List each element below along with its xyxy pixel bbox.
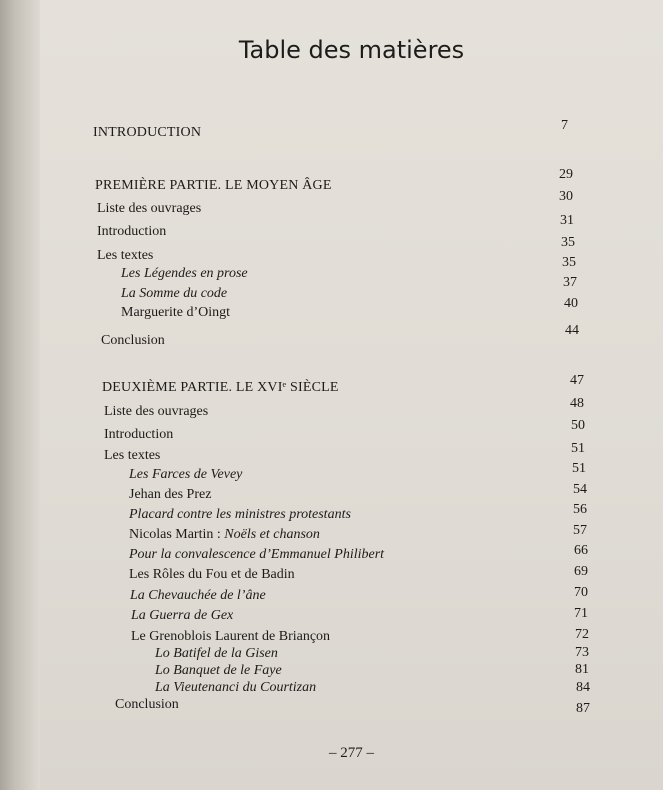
toc-entry-page: 54 <box>573 482 587 497</box>
toc-entry-page: 87 <box>576 701 590 716</box>
toc-entry-page: 30 <box>559 189 573 204</box>
toc-entry-label-italic: Noëls et chanson <box>224 527 320 542</box>
toc-entry-label: La Chevauchée de l’âne <box>130 588 266 603</box>
toc-entry-page: 56 <box>573 502 587 517</box>
toc-entry-page: 51 <box>572 461 586 476</box>
toc-entry-page: 7 <box>561 118 568 133</box>
toc-entry-page: 48 <box>570 396 584 411</box>
toc-entry-label: DEUXIÈME PARTIE. LE XVIᵉ SIÈCLE <box>102 380 339 395</box>
page-number-footer: – 277 – <box>329 745 374 761</box>
page-title: Table des matières <box>238 36 465 64</box>
toc-entry-page: 29 <box>559 167 573 182</box>
toc-entry-label: Conclusion <box>101 333 165 348</box>
toc-entry-label: La Somme du code <box>121 286 228 301</box>
toc-entry-page: 69 <box>574 564 588 579</box>
toc-entry-label: La Guerra de Gex <box>131 608 234 623</box>
toc-entry-label: La Vieutenanci du Courtizan <box>155 680 317 695</box>
toc-entry-label: INTRODUCTION <box>93 125 202 140</box>
toc-entry-label: Les Farces de Vevey <box>129 467 243 482</box>
toc-entry-page: 51 <box>571 441 585 456</box>
toc-entry-label: Les textes <box>104 448 161 463</box>
toc-entry-page: 40 <box>564 296 578 311</box>
toc-entry-label: Introduction <box>104 427 174 442</box>
toc-entry-label: Placard contre les ministres protestants <box>129 507 351 522</box>
toc-entry-label: Liste des ouvrages <box>97 201 202 216</box>
toc-entry-label: Les textes <box>97 248 154 263</box>
toc-entry-page: 73 <box>575 645 589 660</box>
toc-entry-label: Le Grenoblois Laurent de Briançon <box>131 629 331 644</box>
toc-entry-page: 72 <box>575 627 589 642</box>
toc-entry-label: PREMIÈRE PARTIE. LE MOYEN ÂGE <box>95 178 332 193</box>
toc-entry-page: 81 <box>575 662 589 677</box>
toc-entry-page: 70 <box>574 585 588 600</box>
toc-entry-label: Lo Batifel de la Gisen <box>155 646 278 661</box>
toc-entry-page: 31 <box>560 213 574 228</box>
toc-entry-page: 35 <box>562 255 576 270</box>
toc-entry-label: Nicolas Martin : Noëls et chanson <box>129 527 320 542</box>
toc-entry-page: 35 <box>561 235 575 250</box>
toc-entry-label: Les Légendes en prose <box>121 266 248 281</box>
toc-entry-page: 71 <box>574 606 588 621</box>
book-page <box>40 0 663 790</box>
toc-entry-page: 57 <box>573 523 587 538</box>
toc-entry-label: Conclusion <box>115 697 179 712</box>
toc-entry-page: 37 <box>563 275 577 290</box>
toc-entry-page: 84 <box>576 680 590 695</box>
toc-entry-label: Marguerite d’Oingt <box>121 305 230 320</box>
book-spine-shadow <box>0 0 40 790</box>
toc-entry-page: 50 <box>571 418 585 433</box>
toc-entry-page: 44 <box>565 323 579 338</box>
toc-entry-label: Les Rôles du Fou et de Badin <box>129 567 295 582</box>
toc-entry-page: 47 <box>570 373 584 388</box>
toc-entry-label: Pour la convalescence d’Emmanuel Philibert <box>129 547 385 562</box>
toc-entry-label: Liste des ouvrages <box>104 404 209 419</box>
toc-entry-page: 66 <box>574 543 588 558</box>
toc-entry-label: Introduction <box>97 224 167 239</box>
toc-entry-label: Lo Banquet de le Faye <box>155 663 282 678</box>
toc-entry-label: Jehan des Prez <box>129 487 212 502</box>
